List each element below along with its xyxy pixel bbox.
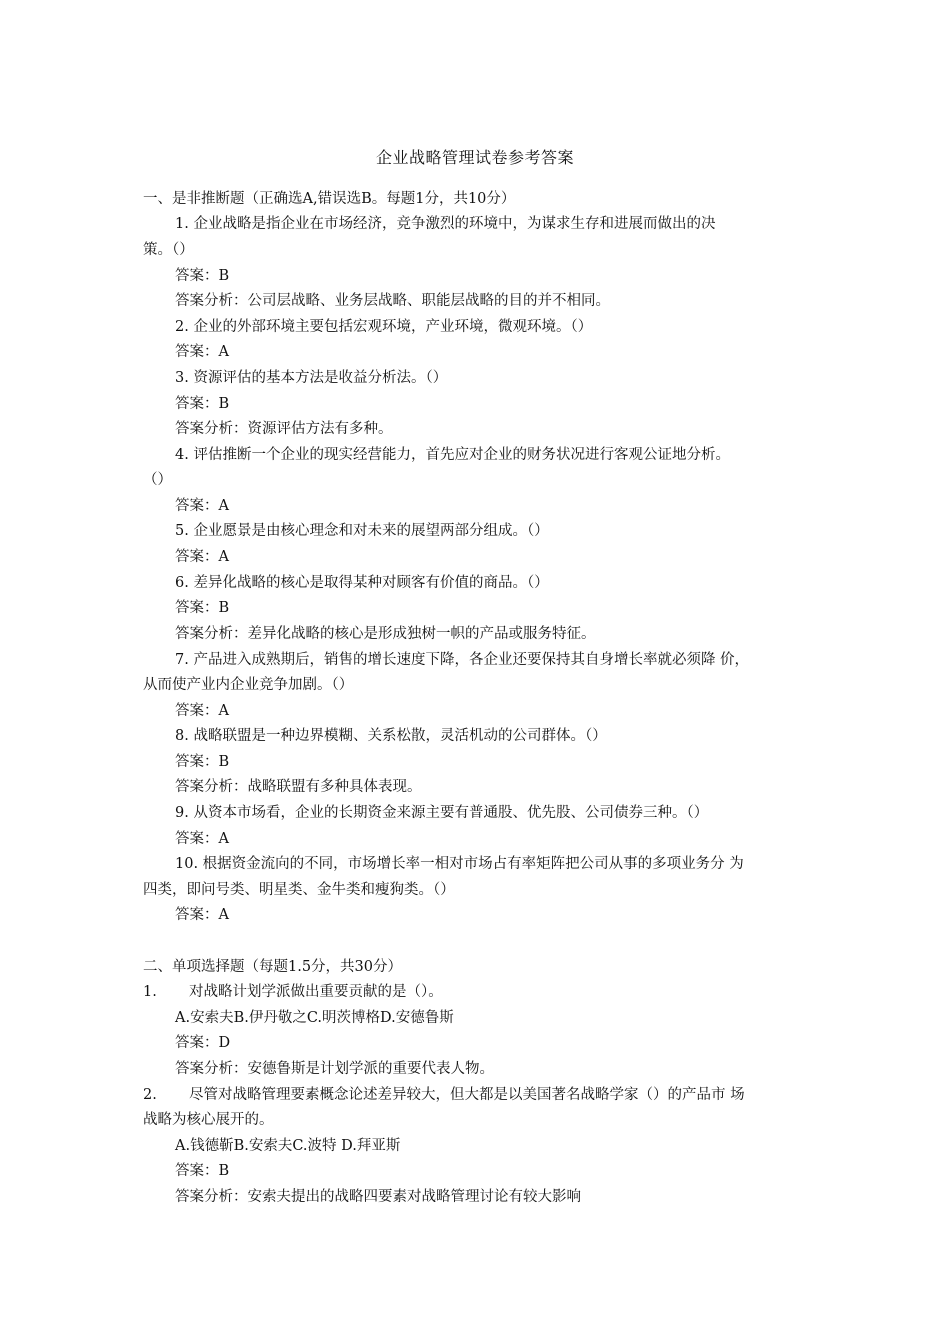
s1-answer-7: 答案：A [175, 703, 229, 719]
s1-question-4: 4. 评估推断一个企业的现实经营能力，首先应对企业的财务状况进行客观公证地分析。 [175, 447, 730, 463]
s1-question-10: 10. 根据资金流向的不同，市场增长率一相对市场占有率矩阵把公司从事的多项业务分 为 [175, 856, 744, 872]
s1-answer-6: 答案：B [175, 600, 230, 616]
s1-analysis-3: 答案分析：资源评估方法有多种。 [175, 421, 393, 437]
s1-question-1-cont: 策。（） [143, 242, 194, 258]
s1-answer-8: 答案：B [175, 754, 230, 770]
s1-question-10-cont: 四类，即问号类、明星类、金牛类和瘦狗类。（） [143, 882, 455, 898]
s2-question-1-number: 1. [143, 984, 157, 1000]
s2-question-2: 尽管对战略管理要素概念论述差异较大，但大都是以美国著名战略学家（）的产品市 场 [189, 1087, 745, 1103]
s1-answer-2: 答案：A [175, 344, 229, 360]
s2-answer-2: 答案：B [175, 1163, 230, 1179]
s2-options-1: A.安索夫B.伊丹敬之C.明茨博格D.安德鲁斯 [175, 1010, 454, 1026]
s2-question-2-number: 2. [143, 1087, 157, 1103]
s1-answer-4: 答案：A [175, 498, 229, 514]
s2-question-1: 对战略计划学派做出重要贡献的是（）。 [189, 984, 443, 1000]
s1-question-1: 1. 企业战略是指企业在市场经济，竞争激烈的环境中，为谋求生存和进展而做出的决 [175, 216, 716, 232]
s1-question-3: 3. 资源评估的基本方法是收益分析法。（） [175, 370, 448, 386]
s2-answer-1: 答案：D [175, 1035, 231, 1051]
s1-question-2: 2. 企业的外部环境主要包括宏观环境，产业环境，微观环境。（） [175, 319, 593, 335]
s1-analysis-6: 答案分析：差异化战略的核心是形成独树一帜的产品或服务特征。 [175, 626, 596, 642]
s2-question-2-cont: 战略为核心展开的。 [143, 1112, 274, 1128]
s2-analysis-1: 答案分析：安德鲁斯是计划学派的重要代表人物。 [175, 1061, 494, 1077]
section2-heading: 二、单项选择题（每题1.5分，共30分） [143, 959, 403, 975]
s2-options-2: A.钱德靳B.安索夫C.波特 D.拜亚斯 [175, 1138, 401, 1154]
s1-analysis-1: 答案分析：公司层战略、业务层战略、职能层战略的目的并不相同。 [175, 293, 610, 309]
s1-question-7: 7. 产品进入成熟期后，销售的增长速度下降，各企业还要保持其自身增长率就必须降 价， [175, 652, 750, 668]
s1-answer-9: 答案：A [175, 831, 229, 847]
s1-question-9: 9. 从资本市场看，企业的长期资金来源主要有普通股、优先股、公司债券三种。（） [175, 805, 709, 821]
s1-answer-5: 答案：A [175, 549, 229, 565]
s1-question-6: 6. 差异化战略的核心是取得某种对顾客有价值的商品。（） [175, 575, 549, 591]
s1-question-7-cont: 从而使产业内企业竞争加剧。（） [143, 677, 354, 693]
page-title: 企业战略管理试卷参考答案 [375, 148, 574, 167]
section1-heading: 一、是非推断题（正确选A,错误选B。每题1分，共10分） [143, 191, 516, 207]
s1-question-8: 8. 战略联盟是一种边界模糊、关系松散，灵活机动的公司群体。（） [175, 728, 607, 744]
s1-analysis-8: 答案分析：战略联盟有多种具体表现。 [175, 779, 422, 795]
s2-analysis-2: 答案分析：安索夫提出的战略四要素对战略管理讨论有较大影响 [175, 1189, 581, 1205]
s1-question-5: 5. 企业愿景是由核心理念和对未来的展望两部分组成。（） [175, 523, 549, 539]
s1-answer-10: 答案：A [175, 907, 229, 923]
s1-answer-1: 答案：B [175, 268, 230, 284]
s1-question-4-cont: （） [143, 472, 172, 488]
s1-answer-3: 答案：B [175, 396, 230, 412]
